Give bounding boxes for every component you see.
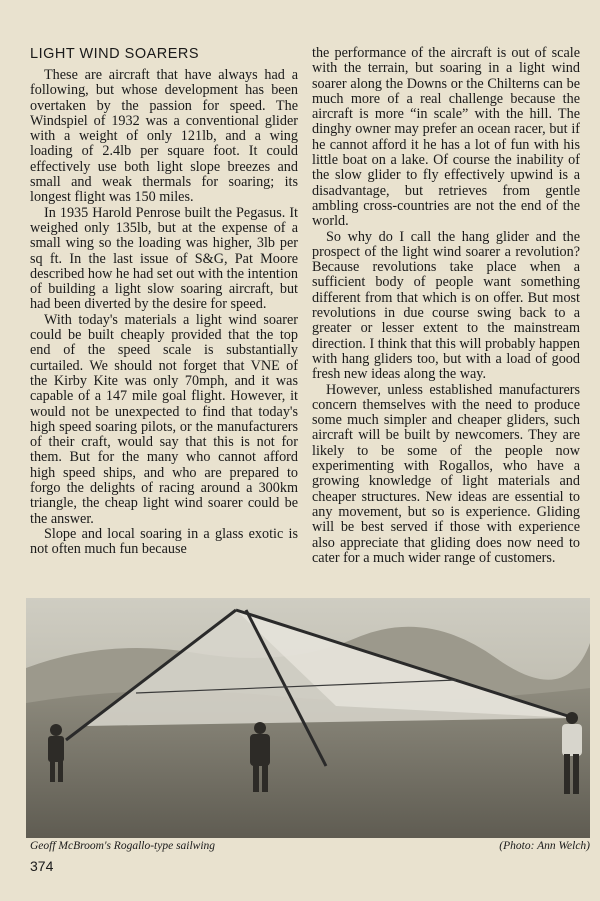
photo-credit: (Photo: Ann Welch) — [499, 840, 590, 852]
photo-illustration — [26, 598, 590, 838]
right-column — [312, 46, 580, 566]
caption-text: Geoff McBroom's Rogallo-type sailwing — [30, 840, 216, 852]
paragraph: With today's materials a light wind soarer could be built cheaply provided that the top end of the speed scale is substantially curtailed. We should not forget that VNE of the Kirby Kite was only 70mph, and it was capable of a 147 mile goal flight. However, it would not be unexpected to find that today's high speed soaring pilots, or the manufacturers of their craft, would say that this is not for them. But for the many who cannot afford high speed ships, and who are prepared to forgo the delights of racing around a 300km triangle, the cheap light wind soarer could be the answer. — [30, 311, 298, 527]
hang-glider-photo — [26, 598, 590, 838]
paragraph: the performance of the aircraft is out of scale with the terrain, but soaring in a light wind soarer along the Downs or the Chilterns can be much more of a real challenge because the aircraft is more “in scale” with the hill. The dinghy owner may prefer an ocean racer, but if he cannot afford it he has a lot of fun with his little boat on a lake. Of course the inability of the slow glider to fly effectively upwind is a disadvantage, but retrieves from gentle ambling cross-countries are not the end of the world. — [312, 45, 580, 230]
paragraph: So why do I call the hang glider and the prospect of the light wind soarer a revolution? Because revolutions take place when a sufficient body of people want something different from that which is on offer. But most revolutions in due course swing back to a greater or lesser extent to the mainstream direction. I think that this will probably happen with hang gliders too, but with a load of good fresh new ideas along the way. — [312, 228, 580, 383]
left-column — [30, 46, 298, 558]
photo-caption — [30, 840, 590, 854]
section-heading: LIGHT WIND SOARERS — [30, 46, 200, 62]
paragraph: Slope and local soaring in a glass exotic is not often much fun because — [30, 525, 298, 558]
paragraph: In 1935 Harold Penrose built the Pegasus. It weighed only 135lb, but at the expense of a small wing so the loading was higher, 3lb per sq ft. In the last issue of S&G, Pat Moore described how he had set out with the intention of building a light slow soaring aircraft, but had been diverted by the desire for speed. — [30, 204, 298, 313]
paragraph: These are aircraft that have always had a following, but whose development has been overtaken by the passion for speed. The Windspiel of 1932 was a conventional glider with a weight of only 121lb, and a wing loading of 2.4lb per square foot. It could effectively use both light slope breezes and small and weak thermals for soaring; its longest flight was 150 miles. — [30, 67, 298, 206]
page-number: 374 — [30, 858, 54, 874]
paragraph: However, unless established manufacturers concern themselves with the need to produce some much simpler and cheaper gliders, such aircraft will be built by newcomers. They are likely to be some of the people now experimenting with Rogallos, who have a growing knowledge of light materials and cheaper structures. New ideas are essential to any movement, but so is experience. Gliding will be best served if those with experience also appreciate that gliding does now need to cater for a much wider range of customers. — [312, 381, 580, 566]
